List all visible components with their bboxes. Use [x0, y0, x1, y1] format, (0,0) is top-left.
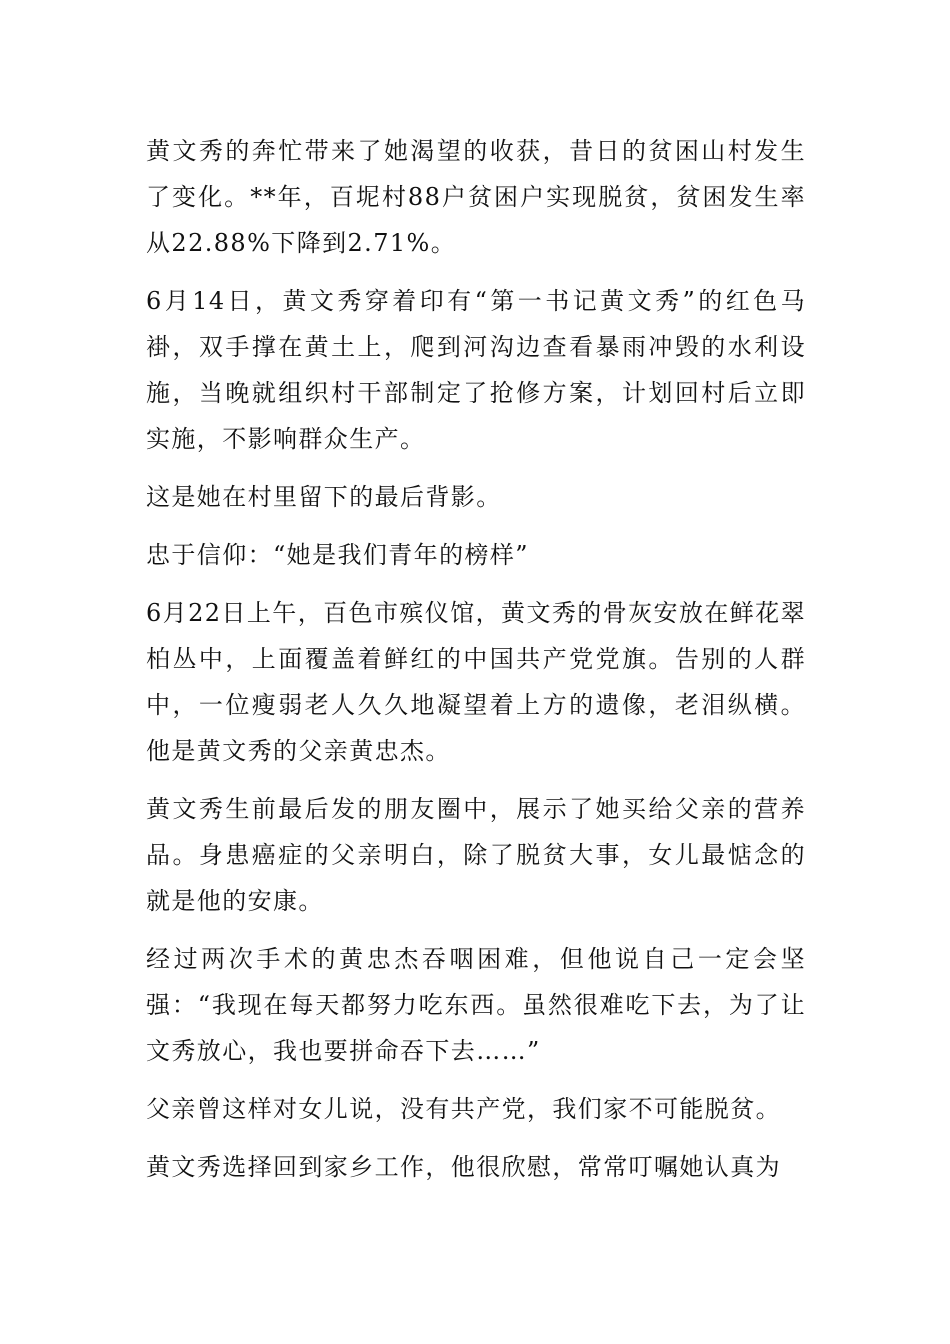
- paragraph-last-shadow: 这是她在村里留下的最后背影。: [146, 483, 502, 511]
- section-heading: 忠于信仰：“她是我们青年的榜样”: [146, 541, 529, 569]
- paragraph-return-home: 黄文秀选择回到家乡工作，他很欣慰，常常叮嘱她认真为: [146, 1153, 781, 1181]
- paragraph-achievement: 黄文秀的奔忙带来了她渴望的收获，昔日的贫困山村发生了变化。**年，百坭村88户贫困户实现脱贫，贫困发生率从22.88%下降到2.71%。: [146, 137, 806, 257]
- paragraph-father-quote: 经过两次手术的黄忠杰吞咽困难，但他说自己一定会坚强：“我现在每天都努力吃东西。虽然很难吃下去，为了让文秀放心，我也要拼命吞下去……”: [146, 945, 806, 1065]
- paragraph-june-22: 6月22日上午，百色市殡仪馆，黄文秀的骨灰安放在鲜花翠柏丛中，上面覆盖着鲜红的中国共产党党旗。告别的人群中，一位瘦弱老人久久地凝望着上方的遗像，老泪纵横。他是黄文秀的父亲黄忠杰。: [146, 599, 806, 765]
- document-body: [146, 128, 806, 1202]
- paragraph-father-words: 父亲曾这样对女儿说，没有共产党，我们家不可能脱贫。: [146, 1095, 781, 1123]
- paragraph-june-14: 6月14日，黄文秀穿着印有“第一书记黄文秀”的红色马褂，双手撑在黄土上，爬到河沟边查看暴雨冲毁的水利设施，当晚就组织村干部制定了抢修方案，计划回村后立即实施，不影响群众生产。: [146, 287, 806, 453]
- paragraph-moments-post: 黄文秀生前最后发的朋友圈中，展示了她买给父亲的营养品。身患癌症的父亲明白，除了脱贫大事，女儿最惦念的就是他的安康。: [146, 795, 806, 915]
